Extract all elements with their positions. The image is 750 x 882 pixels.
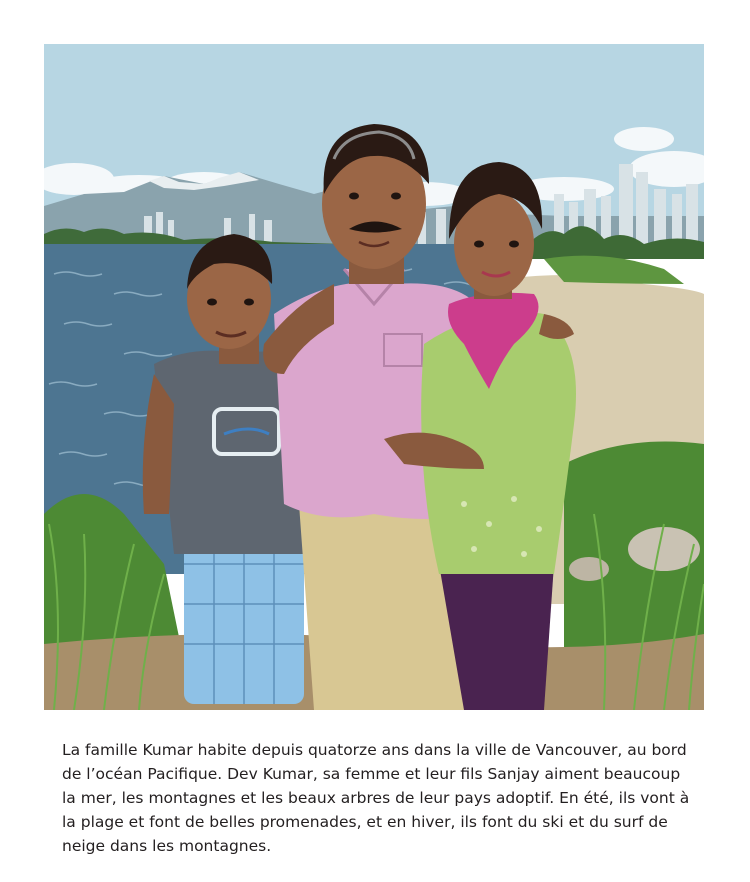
rock bbox=[569, 557, 609, 581]
family-beach-scene bbox=[44, 44, 704, 710]
family-illustration bbox=[44, 44, 704, 710]
story-caption: La famille Kumar habite depuis quatorze ans dans la ville de Vancouver, au bord de l’océan Pacifique. Dev Kumar, sa femme et leur fils Sanjay aiment beaucoup la mer, les montagnes et les beaux arbres de leur pays adoptif. En été, ils vont à la plage et font de belles promenades, et en hiver, ils font du ski et du surf de neige dans les montagnes. bbox=[62, 741, 690, 855]
green-shore bbox=[544, 256, 684, 284]
